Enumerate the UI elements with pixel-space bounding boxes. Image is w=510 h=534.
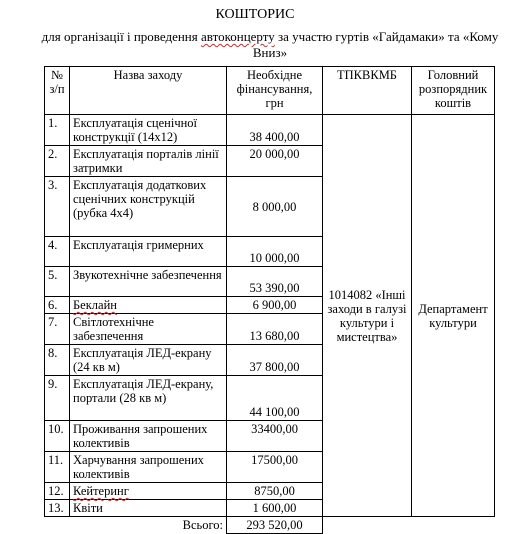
total-spacer	[323, 517, 412, 534]
subtitle-text-2: за участю гуртів «Гайдамаки» та «Кому Вниз»	[252, 29, 499, 60]
row-name: Квіти	[70, 500, 227, 517]
row-name: Харчування запрошених колективів	[70, 452, 227, 483]
document-subtitle	[40, 29, 500, 61]
header-code: ТПКВКМБ	[323, 67, 412, 115]
total-value: 293 520,00	[227, 517, 323, 534]
row-name: Експлуатація гримерних	[70, 237, 227, 267]
row-num: 6.	[45, 297, 70, 314]
row-name-text: Кейтеринг	[73, 484, 129, 498]
row-name: Експлуатація додаткових сценічних конструкцій (рубка 4х4)	[70, 177, 227, 237]
header-name: Назва заходу	[70, 67, 227, 115]
row-name	[70, 297, 227, 314]
row-amount: 13 680,00	[227, 314, 323, 345]
row-name: Експлуатація ЛЕД-екрану (24 кв м)	[70, 345, 227, 376]
header-manager: Головний розпорядник коштів	[412, 67, 495, 115]
row-name: Звукотехнічне забезпечення	[70, 267, 227, 297]
row-amount: 44 100,00	[227, 376, 323, 421]
row-name: Експлуатація сценічної конструкції (14х12)	[70, 115, 227, 146]
row-num: 7.	[45, 314, 70, 345]
manager-cell: Департамент культури	[412, 115, 495, 517]
row-amount: 6 900,00	[227, 297, 323, 314]
row-name: Експлуатація порталів лінії затримки	[70, 146, 227, 177]
row-name: Експлуатація ЛЕД-екрану, портали (28 кв м)	[70, 376, 227, 421]
row-num: 2.	[45, 146, 70, 177]
row-num: 11.	[45, 452, 70, 483]
total-label: Всього:	[182, 518, 223, 532]
row-name-text: Беклайн	[73, 298, 117, 312]
row-num: 12.	[45, 483, 70, 500]
row-num: 1.	[45, 115, 70, 146]
row-amount: 8 000,00	[227, 177, 323, 237]
row-num: 4.	[45, 237, 70, 267]
total-spacer	[45, 517, 70, 534]
row-name: Проживання запрошених колективів	[70, 421, 227, 452]
row-amount: 20 000,00	[227, 146, 323, 177]
row-amount: 17500,00	[227, 452, 323, 483]
row-name: Світлотехнічне забезпечення	[70, 314, 227, 345]
row-amount: 10 000,00	[227, 237, 323, 267]
row-amount: 38 400,00	[227, 115, 323, 146]
document-title: КОШТОРИС	[215, 7, 295, 22]
row-num: 9.	[45, 376, 70, 421]
subtitle-text-squiggle: автоконцерту	[201, 29, 275, 44]
row-amount: 53 390,00	[227, 267, 323, 297]
row-amount: 1 600,00	[227, 500, 323, 517]
row-num: 3.	[45, 177, 70, 237]
row-name	[70, 483, 227, 500]
row-num: 13.	[45, 500, 70, 517]
table-row	[45, 115, 495, 146]
code-cell: 1014082 «Інші заходи в галузі культури і мистецтва»	[323, 115, 412, 517]
row-amount: 8750,00	[227, 483, 323, 500]
header-num: № з/п	[45, 67, 70, 115]
row-num: 8.	[45, 345, 70, 376]
row-num: 10.	[45, 421, 70, 452]
table-header-row	[45, 67, 495, 115]
header-amount: Необхідне фінансування, грн	[227, 67, 323, 115]
row-num: 5.	[45, 267, 70, 297]
row-amount: 33400,00	[227, 421, 323, 452]
estimate-table	[44, 66, 495, 534]
subtitle-text-1: для організації і проведення	[41, 29, 198, 44]
total-row	[45, 517, 495, 534]
total-spacer	[412, 517, 495, 534]
row-amount: 37 800,00	[227, 345, 323, 376]
